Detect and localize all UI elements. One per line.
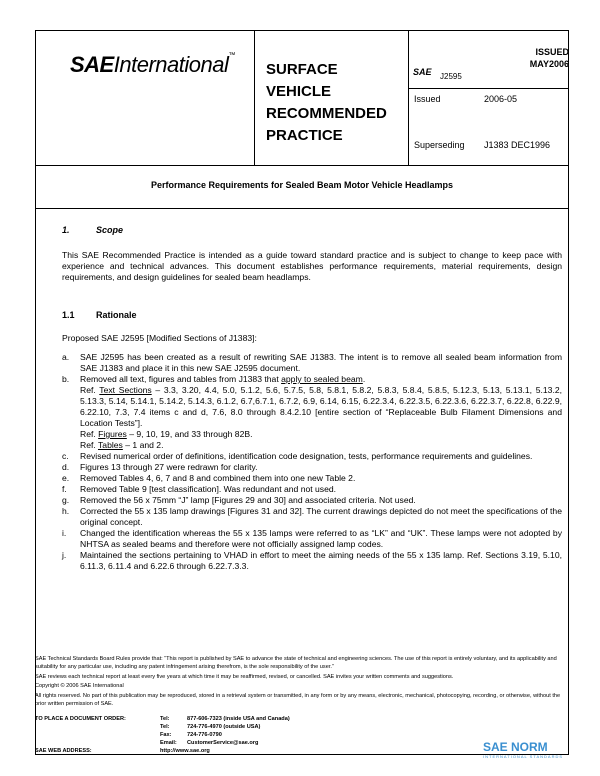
issued-value: 2006-05 [484,94,518,104]
document-title: Performance Requirements for Sealed Beam Motor Vehicle Headlamps [150,180,454,190]
list-item-key: c. [62,451,69,461]
issued-stamp: ISSUED MAY2006 [529,47,569,69]
list-item-key: f. [62,484,67,494]
list-item-key: j. [62,550,67,560]
list-item-text: SAE J2595 has been created as a result of rewriting SAE J1383. The intent is to remove all sealed beam information from SAE J1383 and place it in this new SAE J2595 document. [80,352,562,373]
title-divider [35,208,569,209]
list-item-text: Removed the 56 x 75mm “J” lamp [Figures 29 and 30] and associated criteria. Not used. [80,495,416,505]
list-item [62,506,562,528]
list-item-text: Changed the identification whereas the 55 x 135 lamps were referred to as “LK” and “UK”. These lamps were not adopted by NHTSA as sealed beams and therefore were not officially assigned lamp codes. [80,528,562,549]
list-item-key: d. [62,462,70,472]
superseding-value: J1383 DEC1996 [484,140,551,150]
header-divider [408,88,569,89]
issued-label: Issued [414,94,441,104]
list-item-key [62,440,80,451]
list-item-text: Ref. Tables – 1 and 2. [80,440,164,450]
footer-review: SAE reviews each technical report at least every five years at which time it may be reaffirmed, revised, or cancelled. SAE invites your written comments and suggestions. [35,673,454,680]
rationale-heading: 1.1 Rationale [62,310,137,320]
list-item-text: Removed Tables 4, 6, 7 and 8 and combined them into one new Table 2. [80,473,356,483]
list-item [62,550,562,572]
header-divider [408,30,409,166]
footer-rules: SAE Technical Standards Board Rules provide that: “This report is published by SAE to advance the state of technical and engineering sciences. The use of this report is entirely voluntary, and its applicability and suitability for any particular use, including any patent infringement arising therefrom, is the sole responsibility of the user.” [35,656,557,670]
footer [35,656,569,711]
list-item-key: b. [62,374,70,384]
list-item [62,429,562,440]
footer-rights: All rights reserved. No part of this publication may be reproduced, stored in a retrieval system or transmitted, in any form or by any means, electronic, mechanical, photocopying, recording, or otherwise, without the prior written permission of SAE. [35,693,561,707]
doc-number: J2595 [440,72,462,81]
list-item-key: h. [62,506,70,516]
sae-logo: SAEInternational™ [70,52,235,77]
list-item [62,473,562,484]
fax-value: 724-776-0790 [187,732,222,738]
email-link[interactable]: CustomerService@sae.org [187,740,259,746]
list-item [62,385,562,429]
order-label: TO PLACE A DOCUMENT ORDER: [35,716,126,722]
list-item-text: Figures 13 through 27 were redrawn for clarity. [80,462,258,472]
rationale-intro: Proposed SAE J2595 [Modified Sections of J1383]: [62,333,257,343]
list-item [62,451,562,462]
list-item-text: Revised numerical order of definitions, identification code designation, tests, performance requirements and guidelines. [80,451,533,461]
list-item-text: Removed all text, figures and tables from J1383 that apply to sealed beam. [80,374,366,384]
superseding-label: Superseding [414,140,465,150]
tel2-link[interactable]: 724-776-4970 (outside USA) [187,724,261,730]
list-item-key [62,429,80,440]
web-label: SAE WEB ADDRESS: [35,748,92,754]
list-item [62,374,562,385]
rationale-list [62,352,562,572]
list-item-key: i. [62,528,67,538]
list-item [62,352,562,374]
list-item-text: Removed Table 9 [test classification]. Was redundant and not used. [80,484,337,494]
list-item [62,462,562,473]
list-item-text: Maintained the sections pertaining to VHAD in effort to meet the aiming needs of the 55 x 135 lamp. Ref. Sections 3.19, 5.10, 6.11.3, 6.11.4 and 6.22.6 through 6.22.7.3.3. [80,550,562,571]
doc-type: SURFACE VEHICLE RECOMMENDED PRACTICE [266,61,387,144]
header-divider [254,30,255,166]
scope-text: This SAE Recommended Practice is intended as a guide toward standard practice and is subject to change to keep pace with experience and technical advances. This document establishes performance requirements, material requirements, design requirements, and design guidelines for sealed beam headlamps. [62,250,562,282]
web-link[interactable]: http://www.sae.org [160,748,210,754]
list-item-text: Ref. Figures – 9, 10, 19, and 33 through 82B. [80,429,253,439]
list-item-key: g. [62,495,70,505]
tel-link[interactable]: 877-606-7323 (inside USA and Canada) [187,716,290,722]
list-item [62,484,562,495]
list-item-key: a. [62,352,70,362]
list-item-text: Ref. Text Sections – 3.3, 3.20, 4.4, 5.0, 5.1.2, 5.6, 5.7.5, 5.8, 5.8.1, 5.8.2, 5.8.3, 5.8.4, 5.8.5, 5.12.3, 5.13, 5.13.1, 5.13.2, 5.13.3, 5.14, 5.14.1, 5.14.2, 5.14.3, 6.1.2, 6.7,6.7.1, 6.7.2, 6.9, 6.14, 6.15, 6.22.3.4, 6.22.3.5, 6.22.3.6, 6.22.3.7, 6.22.8, 6.22.9, 6.22.10, 7.3, 7.4 items c and d, 7.6, 8.0 through 8.4.2.10 [entire section of “Replaceable Bulb Filament Dimensions and Location Tests”]. [80,385,562,428]
list-item-key [62,385,80,429]
list-item [62,528,562,550]
list-item [62,495,562,506]
scope-heading: 1. Scope [62,225,124,235]
sae-norm-badge: SAE NORM INTERNATIONAL STANDARDS [483,740,564,759]
list-item [62,440,562,451]
sae-small-logo: SAE [413,67,432,77]
list-item-text: Corrected the 55 x 135 lamp drawings [Figures 31 and 32]. The current drawings depicted do not meet the specifications of the original concept. [80,506,562,527]
list-item-key: e. [62,473,70,483]
footer-copyright: Copyright © 2006 SAE International [35,683,124,690]
